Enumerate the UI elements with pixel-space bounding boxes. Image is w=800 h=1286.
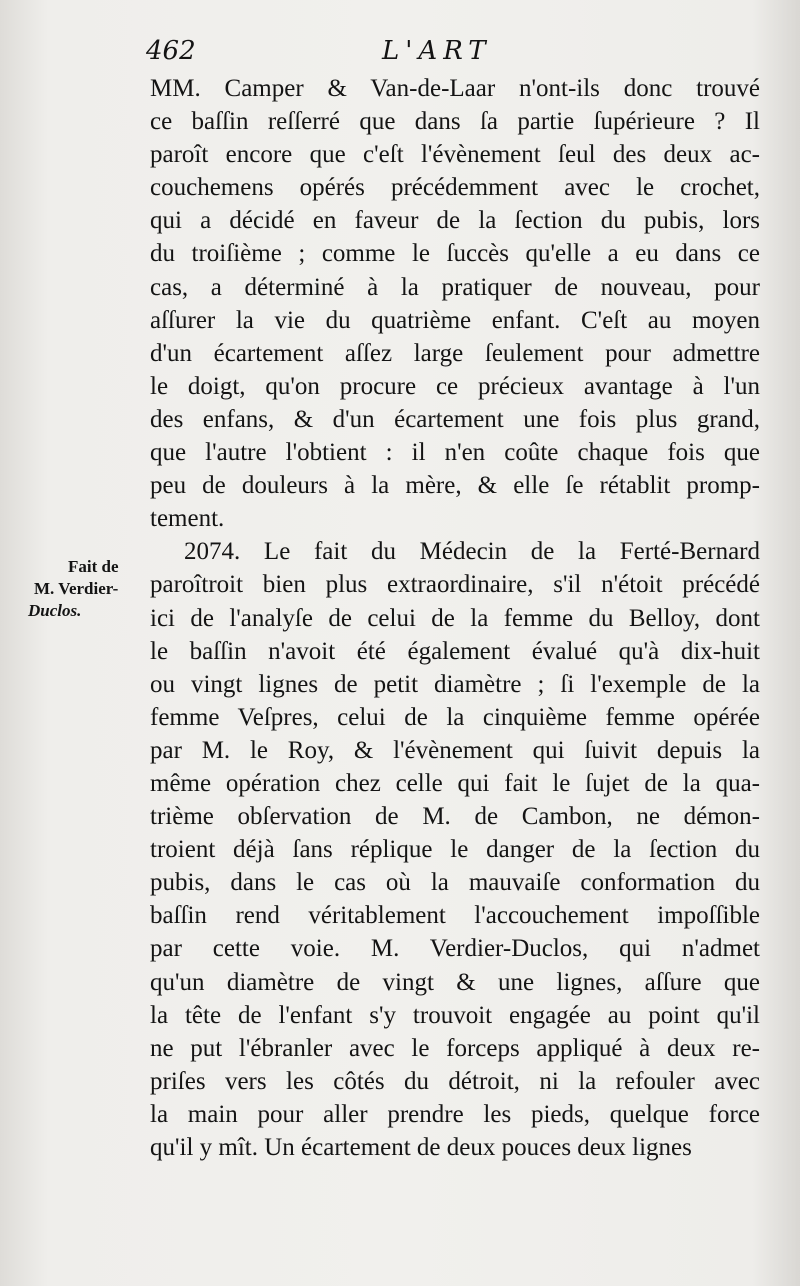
text-line: la tête de l'enfant s'y trouvoit engagée au point qu'il — [150, 1001, 760, 1029]
margin-note-line: Duclos. — [28, 601, 82, 620]
text-line-content: 2074. Le fait du Médecin de la Ferté-Bernard — [184, 538, 760, 566]
text-line: qu'un diamètre de vingt & une lignes, aſſure que — [150, 968, 760, 996]
margin-note-line: M. Verdier- — [34, 579, 119, 598]
text-line: même opération chez celle qui fait le ſujet de la qua- — [150, 769, 760, 797]
text-line: tement. — [150, 505, 225, 533]
text-line: d'un écartement aſſez large ſeulement pour admettre — [150, 339, 760, 367]
text-line: par cette voie. M. Verdier-Duclos, qui n'admet — [150, 935, 760, 963]
text-line: ici de l'analyſe de celui de la femme du Belloy, dont — [150, 604, 760, 632]
text-line: par M. le Roy, & l'évènement qui ſuivit depuis la — [150, 736, 760, 764]
paragraph-start-line — [150, 535, 760, 568]
text-line: couchemens opérés précédemment avec le crochet, — [150, 174, 760, 202]
text-line: ou vingt lignes de petit diamètre ; ſi l'exemple de la — [150, 670, 760, 698]
text-line: aſſurer la vie du quatrième enfant. C'eſt au moyen — [150, 306, 760, 334]
running-title: L'ART — [382, 36, 492, 66]
text-line: cas, a déterminé à la pratiquer de nouveau, pour — [150, 273, 760, 301]
text-line: ne put l'ébranler avec le forceps appliqué à deux re- — [150, 1034, 760, 1062]
text-line: ce baſſin reſſerré que dans ſa partie ſupérieure ? Il — [150, 108, 760, 136]
text-line: trième obſervation de M. de Cambon, ne démon- — [150, 803, 760, 831]
text-line: pubis, dans le cas où la mauvaiſe conformation du — [150, 869, 760, 897]
margin-note — [28, 556, 148, 622]
body-text — [150, 72, 760, 1164]
text-line: du troiſième ; comme le ſuccès qu'elle a eu dans ce — [150, 240, 760, 268]
text-line: baſſin rend véritablement l'accouchement impoſſible — [150, 902, 760, 930]
text-line: des enfans, & d'un écartement une fois plus grand, — [150, 405, 760, 433]
text-line: priſes vers les côtés du détroit, ni la refouler avec — [150, 1067, 760, 1095]
text-line: le baſſin n'avoit été également évalué qu'à dix-huit — [150, 637, 760, 665]
text-line: troient déjà ſans réplique le danger de la ſection du — [150, 836, 760, 864]
page-number: 462 — [146, 36, 196, 66]
text-line: peu de douleurs à la mère, & elle ſe rétablit promp- — [150, 472, 760, 500]
text-line: le doigt, qu'on procure ce précieux avantage à l'un — [150, 372, 760, 400]
text-line: paroît encore que c'eſt l'évènement ſeul des deux ac- — [150, 141, 760, 169]
text-line: qu'il y mît. Un écartement de deux pouces deux lignes — [150, 1134, 692, 1161]
text-line: que l'autre l'obtient : il n'en coûte chaque fois que — [150, 439, 760, 467]
text-line: qui a décidé en faveur de la ſection du pubis, lors — [150, 207, 760, 235]
text-line: MM. Camper & Van-de-Laar n'ont-ils donc trouvé — [150, 75, 760, 102]
text-line: paroîtroit bien plus extraordinaire, s'il n'étoit précédé — [150, 571, 760, 599]
page-header — [0, 36, 800, 76]
margin-note-line: Fait de — [68, 557, 119, 576]
text-line: femme Veſpres, celui de la cinquième femme opérée — [150, 703, 760, 731]
text-line: la main pour aller prendre les pieds, quelque force — [150, 1100, 760, 1128]
